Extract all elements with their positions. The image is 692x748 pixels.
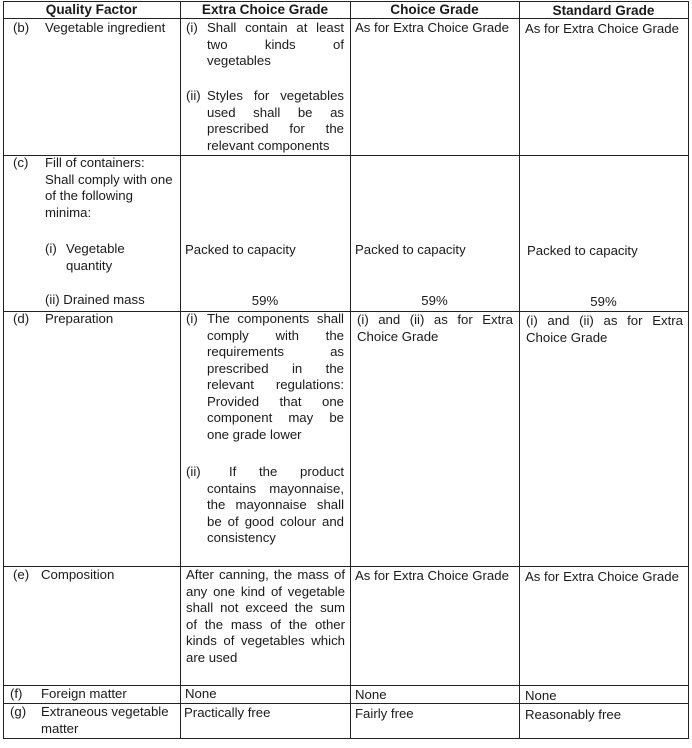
table-border-left	[3, 1, 4, 739]
row-d-extra-ii-text: If the product contains mayonnaise, the mayonnaise shall be of good colour and consistency	[207, 464, 344, 545]
row-e-standard: As for Extra Choice Grade	[525, 569, 679, 584]
row-f-choice: None	[355, 687, 387, 702]
column-divider-3	[519, 1, 520, 739]
table-border-right	[688, 1, 689, 739]
row-f-factor: Foreign matter	[41, 686, 127, 701]
row-c-choice-1: Packed to capacity	[355, 242, 466, 257]
header-standard-grade: Standard Grade	[552, 3, 655, 18]
row-d-extra-i-label: (i)	[186, 311, 198, 326]
row-c-choice-2: 59%	[421, 293, 448, 308]
row-d-standard: (i) and (ii) as for Extra Choice Grade	[526, 313, 683, 345]
header-extra-choice-grade: Extra Choice Grade	[201, 2, 329, 17]
row-d-label: (d)	[13, 311, 30, 326]
row-b-extra-i-label: (i)	[186, 20, 198, 35]
row-e-label: (e)	[13, 567, 30, 582]
row-c-label: (c)	[13, 155, 29, 170]
row-c-standard-1: Packed to capacity	[527, 243, 638, 258]
row-c-sub2-text: (ii) Drained mass	[45, 292, 145, 307]
row-b-extra-i-text: Shall contain at least two kinds of vegetables	[207, 20, 344, 68]
table-border-bottom	[3, 738, 689, 739]
row-b-factor: Vegetable ingredient	[45, 20, 166, 35]
row-f-extra: None	[185, 686, 217, 701]
row-b-label: (b)	[13, 20, 30, 35]
column-divider-2	[350, 1, 351, 739]
row-b-extra-ii-label: (ii)	[186, 88, 201, 103]
row-g-label: (g)	[10, 704, 27, 719]
row-d-factor: Preparation	[45, 311, 114, 326]
row-g-choice: Fairly free	[355, 706, 414, 721]
row-d-choice: (i) and (ii) as for Extra Choice Grade	[357, 312, 513, 344]
header-choice-grade: Choice Grade	[390, 2, 479, 17]
row-g-extra: Practically free	[184, 705, 271, 720]
row-e-choice: As for Extra Choice Grade	[355, 568, 509, 583]
row-d-extra-ii-label: (ii)	[186, 464, 201, 479]
header-quality-factor: Quality Factor	[45, 2, 138, 17]
row-e-factor: Composition	[41, 567, 115, 582]
quality-grade-table	[3, 1, 689, 739]
row-b-extra-ii-text: Styles for vegetables used shall be as prescribed for the relevant components	[207, 88, 344, 153]
row-d-extra-i-text: The components shall comply with the requirements as prescribed in the relevant regulations: Provided that one component may be one grade lower	[207, 311, 344, 442]
row-c-sub1-label: (i)	[45, 241, 57, 256]
row-c-extra-1: Packed to capacity	[185, 242, 296, 257]
row-c-standard-2: 59%	[590, 294, 617, 309]
row-g-factor: Extraneous vegetable matter	[41, 704, 169, 736]
row-e-extra: After canning, the mass of any one kind of vegetable shall not exceed the sum of the mass of the other kinds of vegetables which are used	[186, 567, 345, 665]
row-f-label: (f)	[10, 686, 23, 701]
row-c-factor: Fill of containers: Shall comply with one of the following minima:	[45, 155, 173, 220]
row-b-choice: As for Extra Choice Grade	[355, 20, 509, 35]
row-c-sub1-text: Vegetable quantity	[66, 241, 125, 273]
row-g-standard: Reasonably free	[525, 707, 622, 722]
row-f-standard: None	[525, 688, 557, 703]
column-divider-1	[180, 1, 181, 739]
row-b-standard: As for Extra Choice Grade	[525, 21, 679, 36]
row-c-extra-2: 59%	[251, 293, 279, 308]
